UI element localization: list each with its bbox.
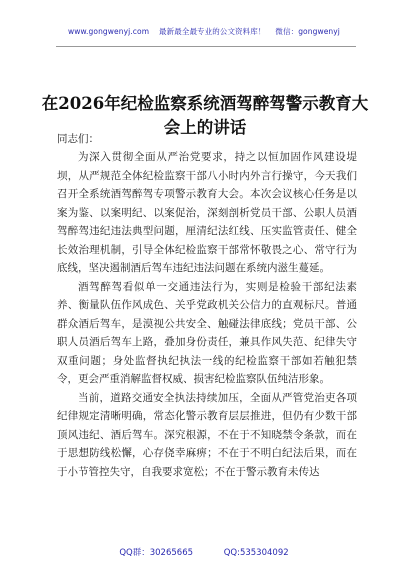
document-title: 在2026年纪检监察系统酒驾醉驾警示教育大会上的讲话 xyxy=(41,94,369,137)
paragraph-1: 为深入贯彻全面从严治党要求，持之以恒加固作风建设堤坝，从严规范全体纪检监察干部八小时内外言行操守，今天我们召开全系统酒驾醉驾专项警示教育大会。本次会议核心任务是以案为鉴、以案明纪、以案促治，深刻剖析党员干部、公职人员酒驾醉驾违纪违法典型问题，厘清纪法红线、压实监管责任、健全长效治理机制，引导全体纪检监察干部常怀敬畏之心、常守行为底线，坚决遏制酒后驾车违纪违法问题在系统内滋生蔓延。 xyxy=(57,151,357,274)
footer-qq: QQ:535304092 xyxy=(223,548,289,558)
document-greeting: 同志们： xyxy=(57,133,99,145)
header-divider xyxy=(56,46,356,47)
page-footer xyxy=(0,546,408,558)
paragraph-3: 当前，道路交通安全执法持续加压，全面从严管党治吏各项纪律规定清晰明确，常态化警示教育层层推进，但仍有少数干部顶风违纪、酒后驾车。深究根源，不在于不知晓禁令条款，而在于思想防线松懈，心存侥幸麻痹；不在于不明白纪法后果，而在于小节管控失守，自我要求宽松；不在于警示教育未传达 xyxy=(57,391,357,478)
document-body xyxy=(57,148,357,481)
header-site-link[interactable]: www.gongwenyj.com xyxy=(68,27,150,36)
header-slogan: 最新最全最专业的公文资料库！ xyxy=(159,27,266,36)
footer-qq-group: QQ群：30265665 xyxy=(119,548,194,558)
paragraph-2: 酒驾醉驾看似单一交通违法行为，实则是检验干部纪法素养、衡量队伍作风成色、关乎党政机关公信力的直观标尺。普通群众酒后驾车，是漠视公共安全、触碰法律底线；党员干部、公职人员酒后驾车上路，叠加身份责任，兼具作风失范、纪律失守双重问题；身处监督执纪执法一线的纪检监察干部如若触犯禁令，更会严重消解监督权威、损害纪检监察队伍纯洁形象。 xyxy=(57,280,357,385)
page-header xyxy=(0,26,408,37)
header-wechat: 微信：gongwenyj xyxy=(275,27,340,36)
